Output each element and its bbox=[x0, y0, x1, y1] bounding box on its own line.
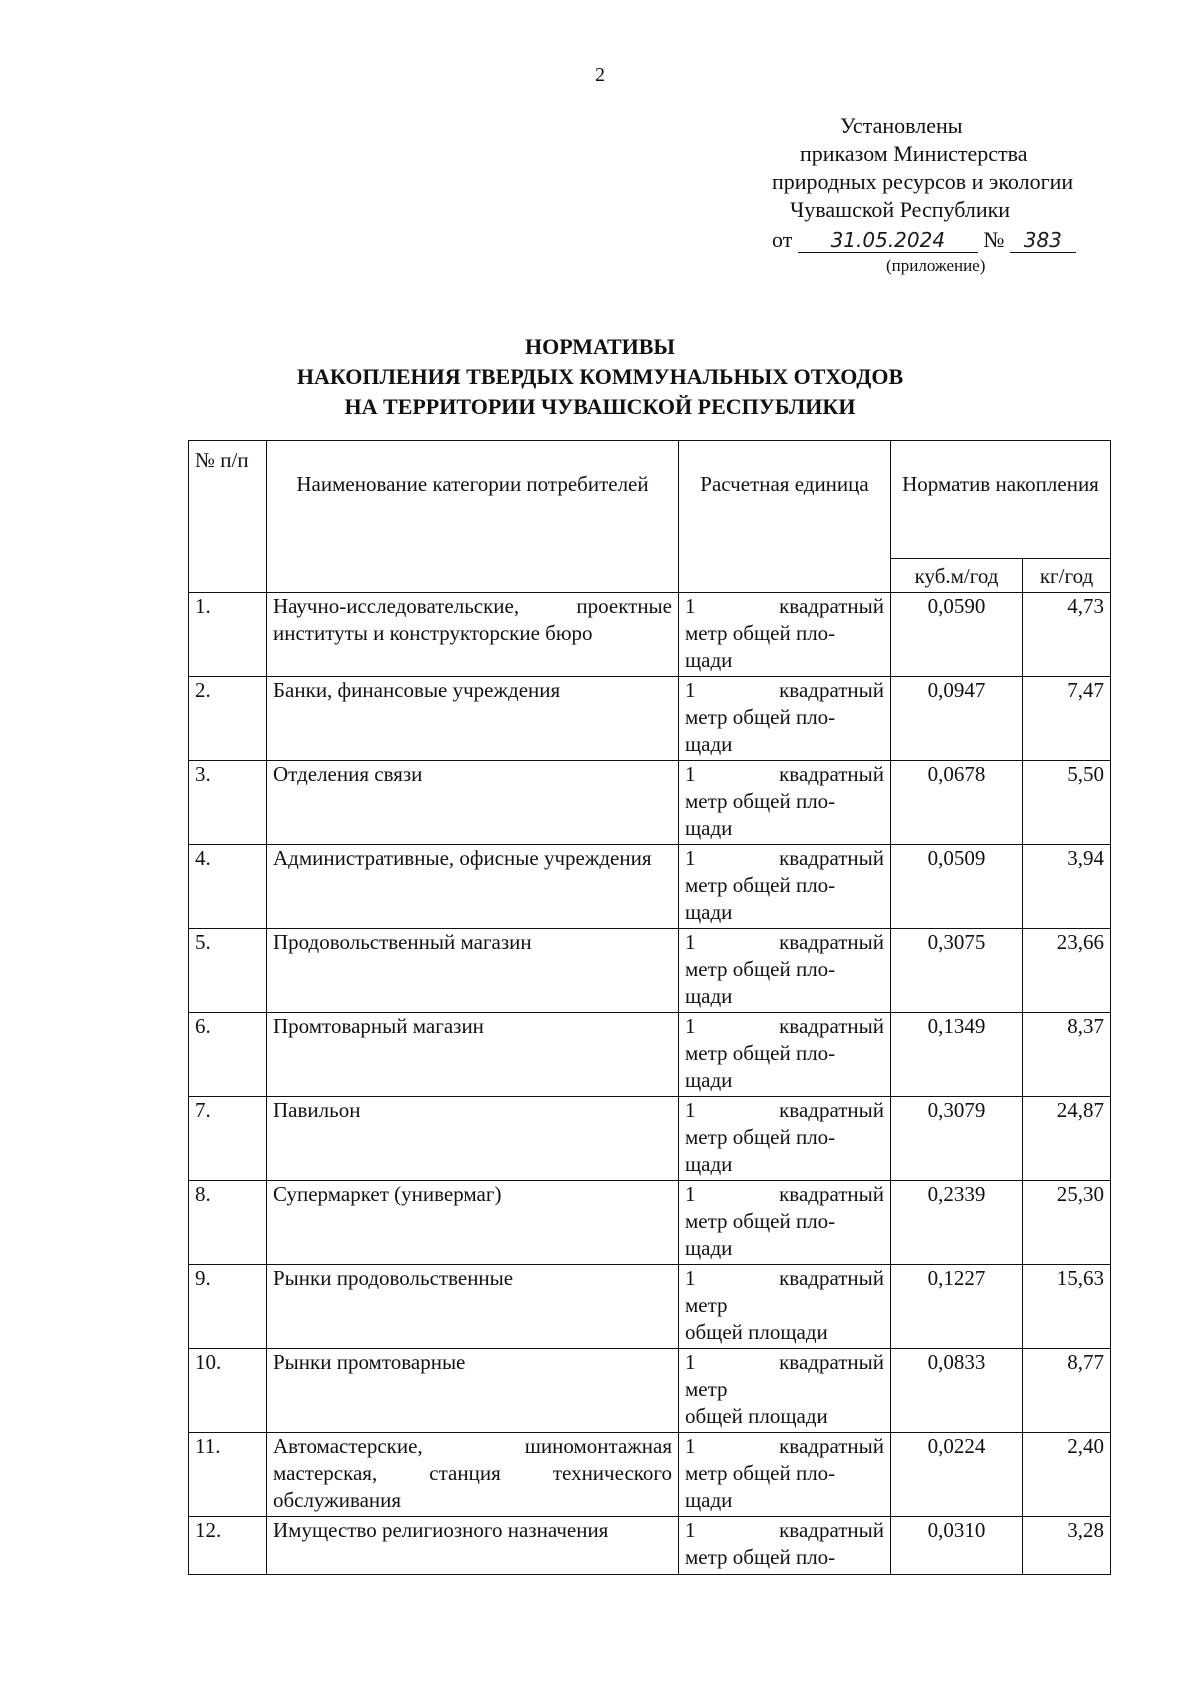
row-volume: 0,0310 bbox=[891, 1517, 1023, 1575]
unit-measure: квадратный bbox=[779, 762, 884, 786]
unit-line-2: метр общей пло- bbox=[685, 1125, 836, 1149]
approval-block bbox=[760, 112, 1120, 278]
row-unit bbox=[679, 761, 891, 845]
unit-line-3: щади bbox=[685, 816, 733, 840]
table-row bbox=[189, 929, 1111, 1013]
unit-measure: квадратный bbox=[779, 930, 884, 954]
title-line-1: НОРМАТИВЫ bbox=[524, 334, 676, 359]
row-category: Имущество религиозного назначения bbox=[267, 1517, 679, 1575]
row-category: Рынки промтоварные bbox=[267, 1349, 679, 1433]
unit-line-2: метр общей пло- bbox=[685, 873, 836, 897]
unit-measure: квадратный bbox=[779, 678, 884, 702]
date-prefix: от bbox=[772, 227, 793, 252]
table-row bbox=[189, 845, 1111, 929]
row-number: 12. bbox=[189, 1517, 267, 1575]
row-mass: 3,28 bbox=[1023, 1517, 1111, 1575]
row-category: Продовольственный магазин bbox=[267, 929, 679, 1013]
unit-measure: квадратный bbox=[779, 1266, 884, 1290]
row-unit bbox=[679, 593, 891, 677]
unit-line-3: щади bbox=[685, 984, 733, 1008]
unit-line-2: метр общей пло- bbox=[685, 1209, 836, 1233]
unit-line-3: щади bbox=[685, 1152, 733, 1176]
table-row bbox=[189, 1349, 1111, 1433]
row-mass: 25,30 bbox=[1023, 1181, 1111, 1265]
unit-count: 1 bbox=[685, 1098, 696, 1122]
unit-measure: квадратный bbox=[779, 1518, 884, 1542]
unit-count: 1 bbox=[685, 1014, 696, 1038]
row-number: 5. bbox=[189, 929, 267, 1013]
row-mass: 24,87 bbox=[1023, 1097, 1111, 1181]
row-category: Отделения связи bbox=[267, 761, 679, 845]
unit-line-2: метр общей пло- bbox=[685, 789, 836, 813]
row-mass: 15,63 bbox=[1023, 1265, 1111, 1349]
unit-count: 1 bbox=[685, 846, 696, 870]
approval-line-2: приказом Министерства bbox=[800, 141, 1028, 166]
unit-count: 1 bbox=[685, 930, 696, 954]
order-number: 383 bbox=[1010, 228, 1076, 253]
row-volume: 0,3079 bbox=[891, 1097, 1023, 1181]
order-date: 31.05.2024 bbox=[798, 228, 978, 253]
unit-line-3: щади bbox=[685, 1488, 733, 1512]
row-mass: 2,40 bbox=[1023, 1433, 1111, 1517]
unit-line-3: общей площади bbox=[685, 1404, 828, 1428]
row-category: Научно-исследовательские, проектные институты и конструкторские бюро bbox=[267, 593, 679, 677]
unit-measure: квадратный bbox=[779, 594, 884, 618]
unit-count: 1 bbox=[685, 1266, 696, 1290]
unit-measure: квадратный bbox=[779, 1098, 884, 1122]
row-number: 1. bbox=[189, 593, 267, 677]
row-unit bbox=[679, 1433, 891, 1517]
row-number: 11. bbox=[189, 1433, 267, 1517]
unit-measure: квадратный bbox=[779, 1014, 884, 1038]
unit-measure: квадратный bbox=[779, 846, 884, 870]
header-volume: куб.м/год bbox=[891, 559, 1023, 593]
unit-measure: квадратный bbox=[779, 1350, 884, 1374]
number-prefix: № bbox=[983, 227, 1005, 252]
unit-line-3: щади bbox=[685, 900, 733, 924]
row-mass: 3,94 bbox=[1023, 845, 1111, 929]
row-unit bbox=[679, 1349, 891, 1433]
row-category: Банки, финансовые учреждения bbox=[267, 677, 679, 761]
unit-count: 1 bbox=[685, 678, 696, 702]
table-row bbox=[189, 593, 1111, 677]
row-mass: 7,47 bbox=[1023, 677, 1111, 761]
row-unit bbox=[679, 1181, 891, 1265]
row-volume: 0,0590 bbox=[891, 593, 1023, 677]
row-category: Рынки продовольственные bbox=[267, 1265, 679, 1349]
table-row bbox=[189, 761, 1111, 845]
table-row bbox=[189, 1013, 1111, 1097]
row-volume: 0,3075 bbox=[891, 929, 1023, 1013]
unit-count: 1 bbox=[685, 594, 696, 618]
row-category: Промтоварный магазин bbox=[267, 1013, 679, 1097]
unit-line-3: общей площади bbox=[685, 1320, 828, 1344]
unit-line-3: щади bbox=[685, 732, 733, 756]
row-number: 10. bbox=[189, 1349, 267, 1433]
unit-measure: квадратный bbox=[779, 1434, 884, 1458]
unit-line-2: метр общей пло- bbox=[685, 621, 836, 645]
row-unit bbox=[679, 929, 891, 1013]
unit-count: 1 bbox=[685, 1518, 696, 1542]
row-mass: 23,66 bbox=[1023, 929, 1111, 1013]
row-volume: 0,2339 bbox=[891, 1181, 1023, 1265]
unit-line-2: метр bbox=[685, 1293, 728, 1317]
row-volume: 0,1227 bbox=[891, 1265, 1023, 1349]
row-unit bbox=[679, 1013, 891, 1097]
unit-line-3: щади bbox=[685, 1068, 733, 1092]
unit-line-2: метр общей пло- bbox=[685, 705, 836, 729]
header-norm: Норматив накопления bbox=[891, 441, 1111, 559]
norms-table bbox=[188, 440, 1111, 1575]
row-volume: 0,0833 bbox=[891, 1349, 1023, 1433]
row-volume: 0,0509 bbox=[891, 845, 1023, 929]
row-unit bbox=[679, 1097, 891, 1181]
row-mass: 8,37 bbox=[1023, 1013, 1111, 1097]
title-line-2: НАКОПЛЕНИЯ ТВЕРДЫХ КОММУНАЛЬНЫХ ОТХОДОВ bbox=[296, 364, 904, 389]
row-number: 7. bbox=[189, 1097, 267, 1181]
row-category: Административные, офисные учреждения bbox=[267, 845, 679, 929]
approval-line-3: природных ресурсов и экологии bbox=[772, 169, 1074, 194]
title-line-3: НА ТЕРРИТОРИИ ЧУВАШСКОЙ РЕСПУБЛИКИ bbox=[344, 394, 856, 419]
row-number: 9. bbox=[189, 1265, 267, 1349]
unit-count: 1 bbox=[685, 1182, 696, 1206]
table-row bbox=[189, 1517, 1111, 1575]
document-title bbox=[0, 332, 1200, 422]
row-unit bbox=[679, 845, 891, 929]
row-unit bbox=[679, 1265, 891, 1349]
row-number: 8. bbox=[189, 1181, 267, 1265]
page-number: 2 bbox=[595, 64, 605, 86]
row-category: Павильон bbox=[267, 1097, 679, 1181]
header-mass: кг/год bbox=[1023, 559, 1111, 593]
table-row bbox=[189, 1433, 1111, 1517]
unit-line-2: метр общей пло- bbox=[685, 1545, 836, 1569]
row-category: Автомастерские, шиномонтажная мастерская, станция технического обслуживания bbox=[267, 1433, 679, 1517]
row-unit bbox=[679, 1517, 891, 1575]
unit-line-3: щади bbox=[685, 1236, 733, 1260]
table-row bbox=[189, 1181, 1111, 1265]
row-number: 2. bbox=[189, 677, 267, 761]
unit-line-2: метр общей пло- bbox=[685, 1041, 836, 1065]
row-number: 4. bbox=[189, 845, 267, 929]
unit-line-2: метр bbox=[685, 1377, 728, 1401]
table-row bbox=[189, 1097, 1111, 1181]
row-mass: 4,73 bbox=[1023, 593, 1111, 677]
row-mass: 5,50 bbox=[1023, 761, 1111, 845]
unit-count: 1 bbox=[685, 762, 696, 786]
row-number: 6. bbox=[189, 1013, 267, 1097]
unit-measure: квадратный bbox=[779, 1182, 884, 1206]
unit-line-2: метр общей пло- bbox=[685, 957, 836, 981]
header-category: Наименование категории потребителей bbox=[267, 441, 679, 593]
row-category: Супермаркет (универмаг) bbox=[267, 1181, 679, 1265]
row-volume: 0,0947 bbox=[891, 677, 1023, 761]
approval-line-4: Чувашской Республики bbox=[790, 197, 1011, 222]
header-number: № п/п bbox=[189, 441, 267, 593]
row-volume: 0,0678 bbox=[891, 761, 1023, 845]
header-unit: Расчетная единица bbox=[679, 441, 891, 593]
row-volume: 0,1349 bbox=[891, 1013, 1023, 1097]
table-row bbox=[189, 1265, 1111, 1349]
row-mass: 8,77 bbox=[1023, 1349, 1111, 1433]
approval-line-1: Установлены bbox=[840, 113, 963, 138]
row-unit bbox=[679, 677, 891, 761]
unit-count: 1 bbox=[685, 1350, 696, 1374]
row-number: 3. bbox=[189, 761, 267, 845]
row-volume: 0,0224 bbox=[891, 1433, 1023, 1517]
approval-date-line bbox=[760, 226, 1120, 254]
table-row bbox=[189, 677, 1111, 761]
unit-count: 1 bbox=[685, 1434, 696, 1458]
appendix-label: (приложение) bbox=[886, 256, 986, 275]
unit-line-3: щади bbox=[685, 648, 733, 672]
unit-line-2: метр общей пло- bbox=[685, 1461, 836, 1485]
